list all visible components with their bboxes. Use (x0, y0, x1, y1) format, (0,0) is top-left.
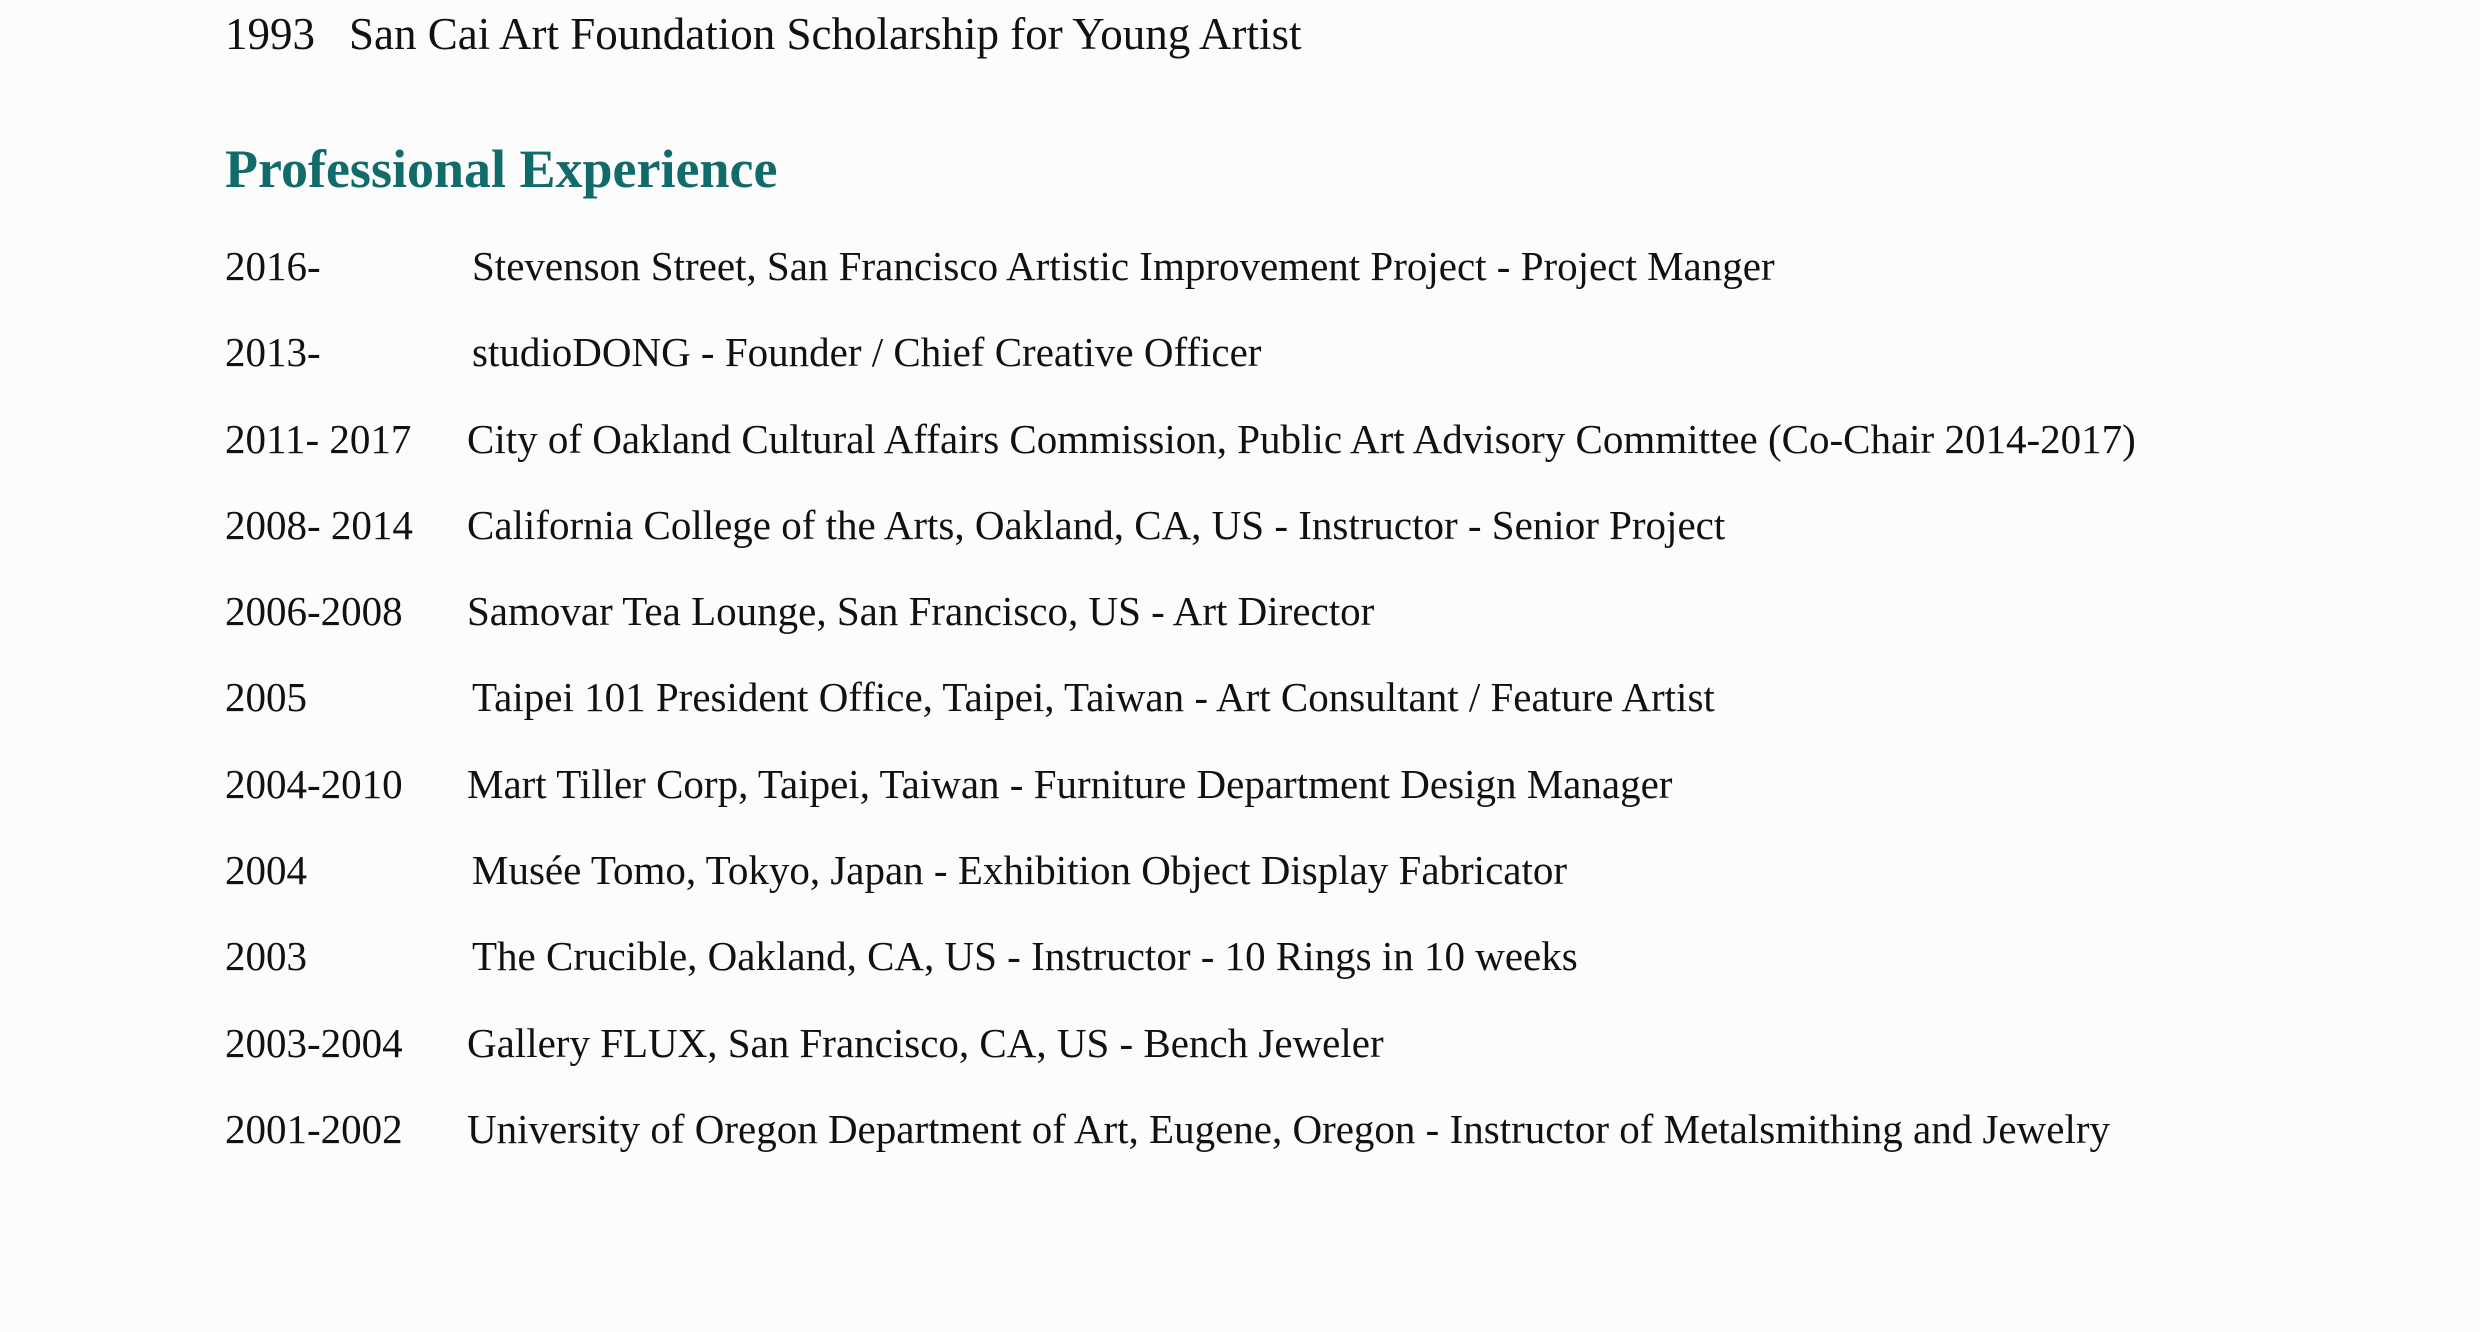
experience-year: 2013- (225, 329, 321, 376)
experience-year: 2006-2008 (225, 588, 403, 635)
experience-description: City of Oakland Cultural Affairs Commission, Public Art Advisory Committee (Co-Chair 2014-2017) (467, 415, 2136, 462)
experience-description: University of Oregon Department of Art, Eugene, Oregon - Instructor of Metalsmithing and Jewelry (467, 1105, 2110, 1152)
award-line (225, 8, 1302, 60)
experience-description: The Crucible, Oakland, CA, US - Instructor - 10 Rings in 10 weeks (472, 933, 1578, 980)
experience-year: 2005 (225, 674, 307, 721)
experience-year: 2011- 2017 (225, 415, 412, 462)
experience-year: 2016- (225, 243, 321, 289)
experience-year: 2008- 2014 (225, 501, 413, 548)
experience-year: 2004-2010 (225, 760, 403, 807)
experience-description: Taipei 101 President Office, Taipei, Taiwan - Art Consultant / Feature Artist (472, 674, 1715, 721)
award-title: San Cai Art Foundation Scholarship for Young Artist (349, 9, 1302, 59)
experience-description: Musée Tomo, Tokyo, Japan - Exhibition Object Display Fabricator (472, 847, 1568, 894)
experience-description: Mart Tiller Corp, Taipei, Taiwan - Furniture Department Design Manager (467, 760, 1673, 807)
experience-description: California College of the Arts, Oakland, CA, US - Instructor - Senior Project (467, 501, 1726, 548)
experience-year: 2004 (225, 847, 307, 894)
experience-description: Samovar Tea Lounge, San Francisco, US - Art Director (467, 588, 1375, 635)
experience-description: Gallery FLUX, San Francisco, CA, US - Bench Jeweler (467, 1019, 1384, 1066)
award-year: 1993 (225, 9, 315, 59)
section-heading-professional-experience: Professional Experience (225, 139, 778, 199)
experience-description: Stevenson Street, San Francisco Artistic Improvement Project - Project Manger (472, 243, 1775, 289)
experience-description: studioDONG - Founder / Chief Creative Officer (472, 329, 1262, 376)
experience-year: 2003 (225, 933, 307, 980)
experience-year: 2003-2004 (225, 1019, 403, 1066)
experience-year: 2001-2002 (225, 1105, 403, 1152)
